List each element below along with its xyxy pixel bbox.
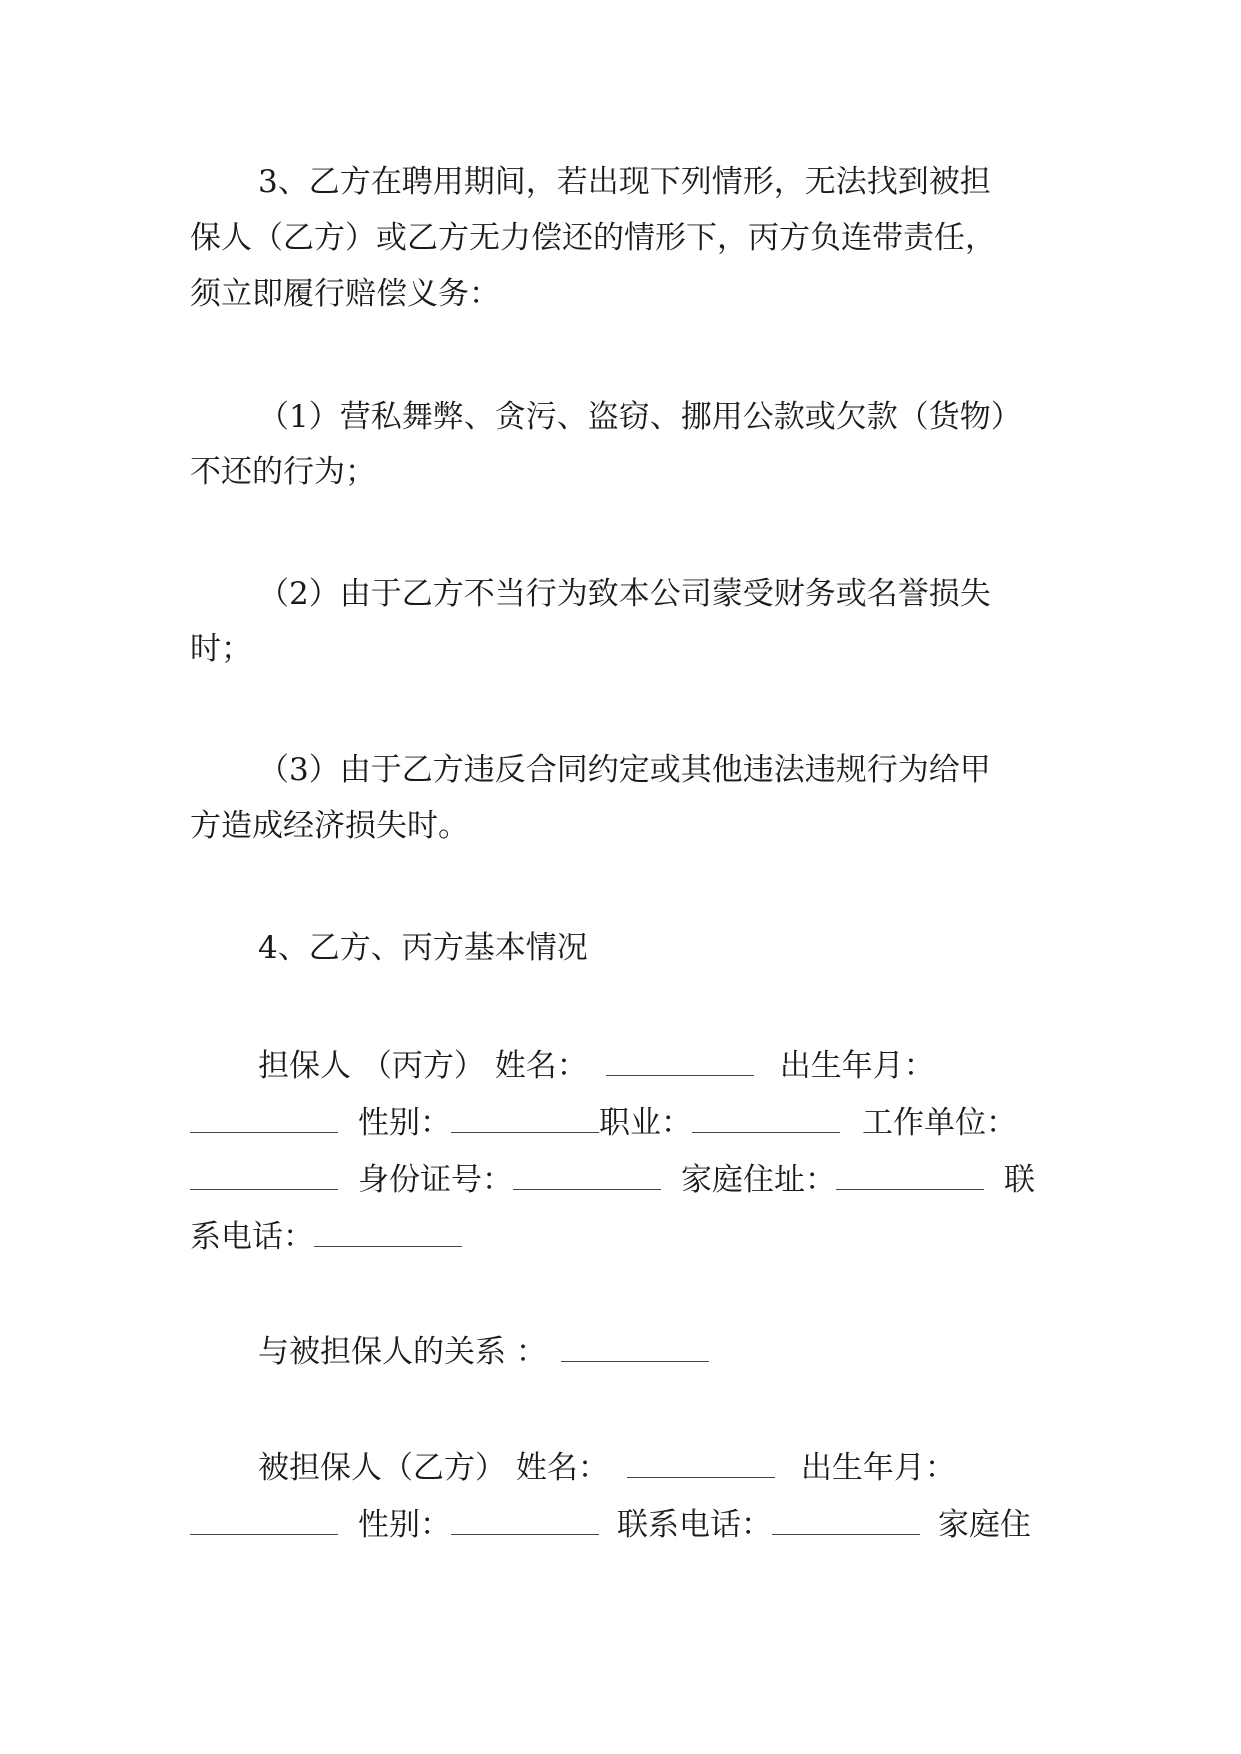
- item2-line1: （2）由于乙方不当行为致本公司蒙受财务或名誉损失: [258, 576, 991, 612]
- guarantor-line4: [190, 1217, 462, 1257]
- relation-label: 与被担保人的关系 ：: [258, 1334, 547, 1370]
- guarantor-job-label: 职业：: [599, 1105, 692, 1141]
- guarantor-line2: [190, 1103, 1017, 1143]
- guaranteed-home-label: 家庭住: [938, 1507, 1031, 1543]
- guarantor-line3: [190, 1160, 1035, 1200]
- guarantor-home-blank: [836, 1161, 984, 1190]
- guaranteed-birth-label: 出生年月：: [800, 1450, 956, 1486]
- item1-line1: （1）营私舞弊、贪污、盗窃、挪用公款或欠款（货物）: [258, 399, 1022, 435]
- guarantor-contact-label-b: 系电话：: [190, 1219, 314, 1255]
- guaranteed-phone-label: 联系电话：: [617, 1507, 772, 1543]
- guarantor-line1: [258, 1046, 935, 1086]
- clause3-line2: 保人（乙方）或乙方无力偿还的情形下，丙方负连带责任，: [190, 220, 996, 256]
- guarantor-work-unit-blank: [190, 1161, 338, 1190]
- clause3-line1: 3、乙方在聘用期间，若出现下列情形，无法找到被担: [258, 164, 991, 200]
- guaranteed-name-label: 被担保人（乙方） 姓名：: [258, 1450, 609, 1486]
- guarantor-home-label: 家庭住址：: [681, 1162, 836, 1198]
- guarantor-id-label: 身份证号：: [358, 1162, 513, 1198]
- guarantor-contact-label-a: 联: [1004, 1162, 1035, 1198]
- clause3-line3: 须立即履行赔偿义务：: [190, 276, 500, 312]
- guaranteed-gender-blank: [451, 1506, 599, 1535]
- guarantor-name-label: 担保人 （丙方） 姓名：: [258, 1048, 588, 1084]
- clause4-title: 4、乙方、丙方基本情况: [258, 930, 588, 966]
- item3-line2: 方造成经济损失时。: [190, 808, 469, 844]
- guarantor-name-blank: [606, 1047, 754, 1076]
- guaranteed-birth-blank: [190, 1506, 338, 1535]
- guaranteed-gender-label: 性别：: [358, 1507, 451, 1543]
- guarantor-job-blank: [692, 1104, 840, 1133]
- guaranteed-line1: [258, 1448, 956, 1488]
- guarantor-birth-label: 出生年月：: [779, 1048, 935, 1084]
- item3-line1: （3）由于乙方违反合同约定或其他违法违规行为给甲: [258, 752, 991, 788]
- item1-line2: 不还的行为；: [190, 454, 376, 490]
- guaranteed-line2: [190, 1505, 1031, 1545]
- relation-line: [258, 1332, 709, 1372]
- guarantor-birth-blank: [190, 1104, 338, 1133]
- relation-blank: [561, 1333, 709, 1362]
- guarantor-work-unit-label: 工作单位：: [862, 1105, 1017, 1141]
- item2-line2: 时；: [190, 631, 252, 667]
- guarantor-gender-blank: [451, 1104, 599, 1133]
- guarantor-gender-label: 性别：: [358, 1105, 451, 1141]
- guaranteed-phone-blank: [772, 1506, 920, 1535]
- guarantor-id-blank: [513, 1161, 661, 1190]
- guaranteed-name-blank: [627, 1449, 775, 1478]
- guarantor-phone-blank: [314, 1218, 462, 1247]
